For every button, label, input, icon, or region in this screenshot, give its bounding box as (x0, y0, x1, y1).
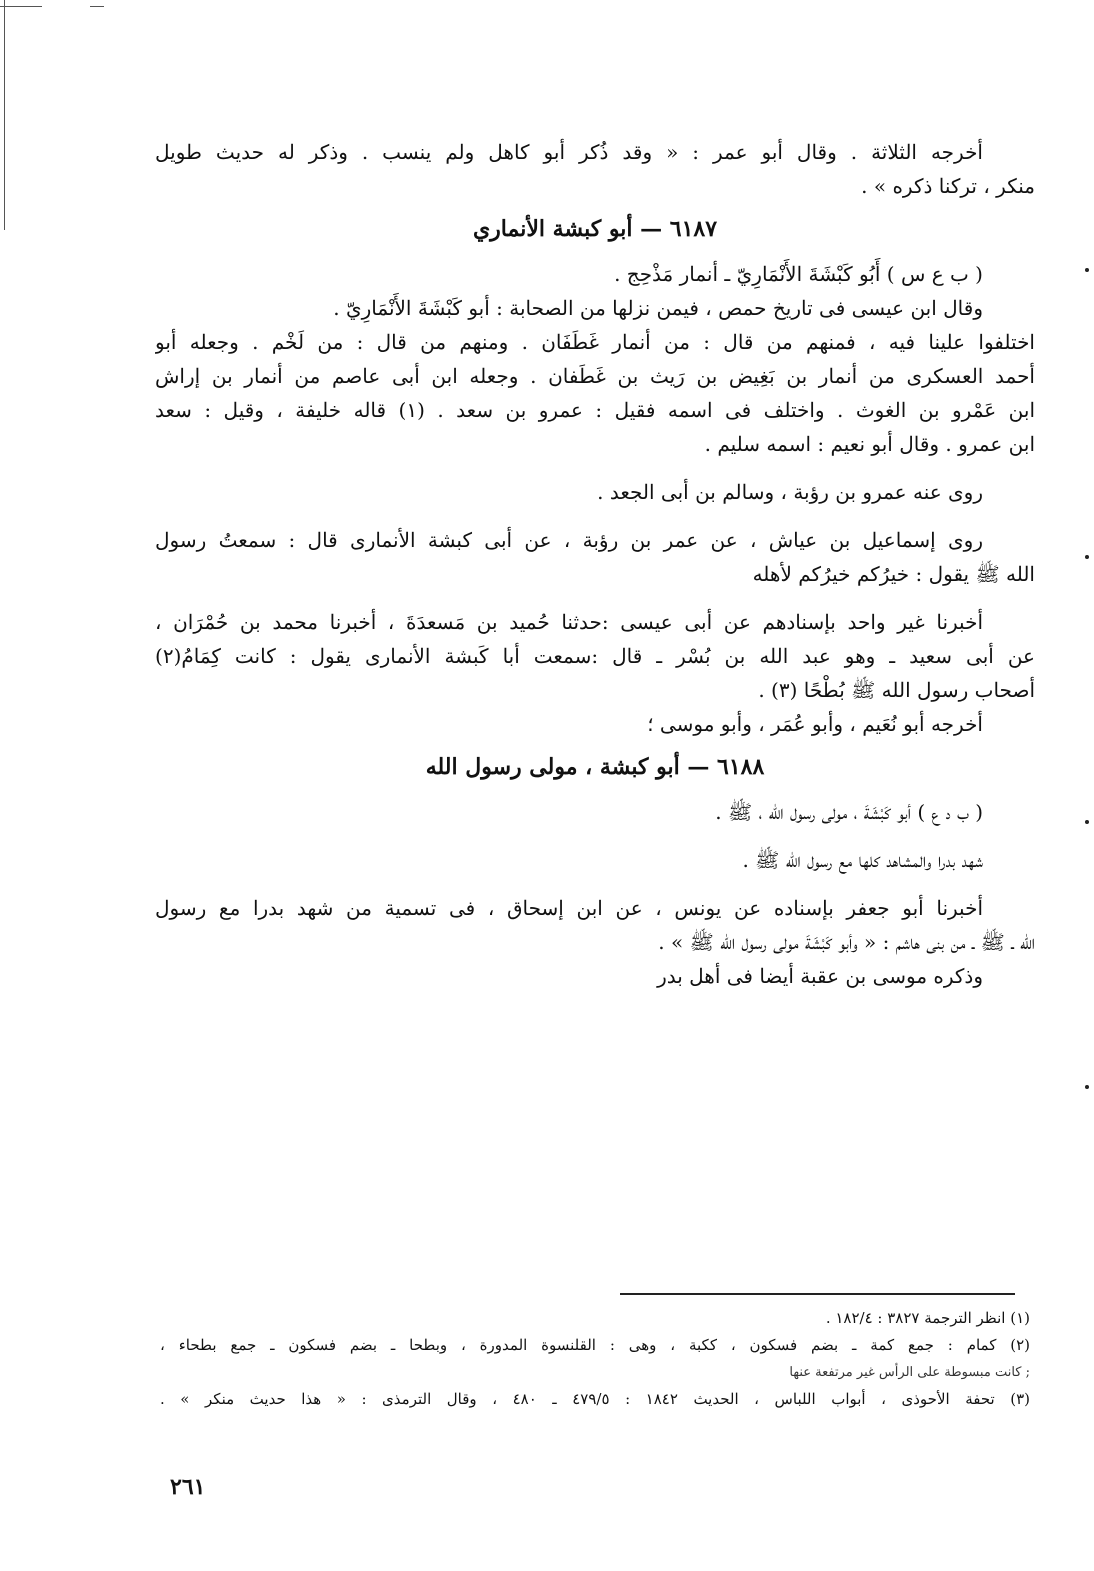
entry-line: روى عنه عمرو بن رؤبة ، وسالم بن أبى الجعد . (597, 480, 983, 504)
entry-line: روى إسماعيل بن عياش ، عن عمر بن رؤبة ، عن أبى كبشة الأنمارى قال : سمعتُ رسول (155, 528, 983, 552)
footnote: (٢) كمام : جمع كمة ـ بضم فسكون ، ككبة ، وهى : القلنسوة المدورة ، وبطحا ـ بضم فسكون ـ جمع بطحاء ، (160, 1336, 1030, 1354)
entry-line: الله ـ ﷺ ـ من بنى هاشم : « وأبو كَبْشَةَ مولى رسول الله ﷺ » . (658, 930, 1035, 954)
entry-heading-6187: ٦١٨٧ — أبو كبشة الأنماري (472, 216, 718, 242)
entry-line: شهد بدرا والمشاهد كلها مع رسول الله ﷺ . (742, 848, 983, 872)
entry-line: ابن عمرو . وقال أبو نعيم : اسمه سليم . (704, 432, 1035, 456)
entry-line: عن أبى سعيد ـ وهو عبد الله بن بُسْر ـ قال :سمعت أبا كَبشة الأنمارى يقول : كانت كِمَامُ(٢) (155, 644, 1035, 668)
page-number: ٢٦١ (170, 1474, 206, 1500)
paragraph-line: منكر ، تركنا ذكره » . (861, 174, 1035, 198)
entry-heading-6188: ٦١٨٨ — أبو كبشة ، مولى رسول الله (425, 754, 765, 780)
entry-line: أخبرنا أبو جعفر بإسناده عن يونس ، عن ابن إسحاق ، فى تسمية من شهد بدرا مع رسول (155, 896, 983, 920)
footnote-continuation: ; كانت مبسوطة على الرأس غير مرتفعة عنها (789, 1365, 1030, 1380)
entry-line: أخبرنا غير واحد بإسنادهم عن أبى عيسى :حدثنا حُميد بن مَسعدَةَ ، أخبرنا محمد بن حُمْرَان ، (155, 610, 983, 634)
entry-line: أخرجه أبو نُعَيم ، وأبو عُمَر ، وأبو موسى ؛ (647, 712, 983, 736)
entry-line: ( ب د ع ) أبو كَبْشَةَ ، مولى رسول الله ، ﷺ . (715, 800, 983, 824)
entry-line: ( ب ع س ) أَبُو كَبْشَةَ الأَنْمَارِيّ ـ أنمار مَذْحِج . (614, 262, 983, 286)
page-edge-line (4, 0, 5, 230)
scan-speck (1085, 555, 1089, 559)
main-text (155, 135, 1035, 993)
entry-line: الله ﷺ يقول : خيرُكم خيرُكم لأهله (752, 562, 1035, 586)
footnote: (١) انظر الترجمة ٣٨٢٧ : ١٨٢/٤ . (825, 1309, 1030, 1327)
scan-tick-left (0, 6, 42, 7)
scan-speck (1085, 1085, 1089, 1089)
entry-line: ابن عَمْرو بن الغوث . واختلف فى اسمه فقيل : عمرو بن سعد . (١) قاله خليفة ، وقيل : سعد (155, 398, 1035, 422)
paragraph-line: أخرجه الثلاثة . وقال أبو عمر : « وقد ذُكر أبو كاهل ولم ينسب . وذكر له حديث طويل (155, 140, 983, 164)
entry-line: أحمد العسكرى من أنمار بن بَغِيض بن رَيث بن غَطَفان . وجعله ابن أبى عاصم من أنمار بن إراش (155, 364, 1035, 388)
footnote: (٣) تحفة الأحوذى ، أبواب اللباس ، الحديث ١٨٤٢ : ٤٧٩/٥ ـ ٤٨٠ ، وقال الترمذى : « هذا حديث منكر » . (160, 1390, 1030, 1408)
scan-tick-right (90, 6, 104, 7)
entry-line: وذكره موسى بن عقبة أيضا فى أهل بدر (657, 964, 983, 988)
entry-line: وقال ابن عيسى فى تاريخ حمص ، فيمن نزلها من الصحابة : أبو كَبْشَةَ الأَنْمَارِيّ . (333, 296, 983, 320)
footnote-divider (620, 1293, 1015, 1295)
footnotes (160, 1305, 1030, 1413)
scan-speck (1085, 820, 1089, 824)
scan-speck (1085, 268, 1089, 272)
entry-line: اختلفوا علينا فيه ، فمنهم من قال : من أنمار غَطَفَان . ومنهم من قال : من لَخْم . وجعله أبو (155, 330, 1035, 354)
entry-line: أصحاب رسول الله ﷺ بُطْحًا (٣) . (758, 678, 1035, 702)
